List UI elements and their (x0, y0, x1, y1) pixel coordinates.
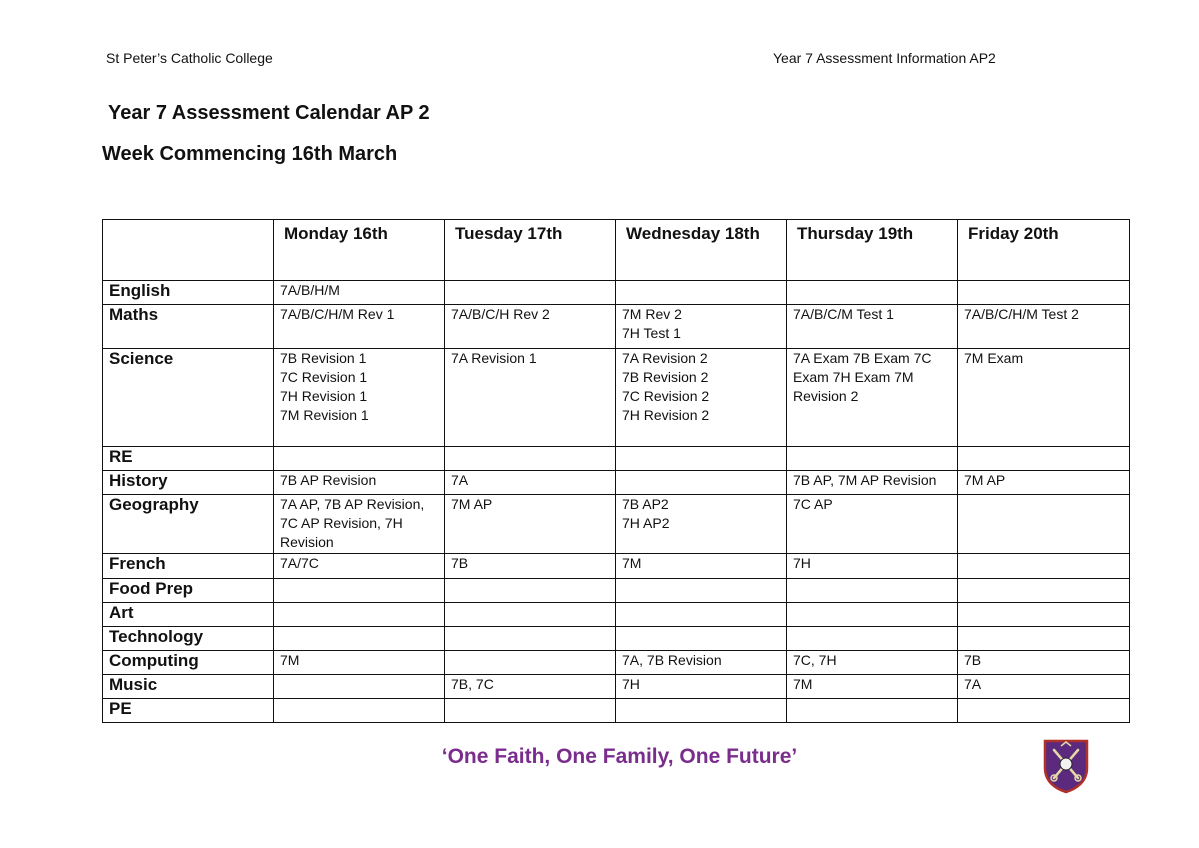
calendar-cell (274, 699, 445, 723)
assessment-calendar-table (102, 219, 1130, 723)
calendar-cell: 7M Rev 2 7H Test 1 (616, 305, 787, 349)
calendar-cell: 7A/B/C/H/M Rev 1 (274, 305, 445, 349)
subject-label: PE (103, 699, 274, 723)
calendar-cell: 7B Revision 1 7C Revision 1 7H Revision 1 7M Revision 1 (274, 349, 445, 447)
table-row (103, 603, 1130, 627)
day-header: Friday 20th (958, 220, 1130, 281)
calendar-cell (616, 447, 787, 471)
calendar-cell (274, 627, 445, 651)
calendar-cell: 7M (616, 554, 787, 579)
calendar-cell (787, 579, 958, 603)
calendar-cell: 7B AP, 7M AP Revision (787, 471, 958, 495)
calendar-cell: 7M (787, 675, 958, 699)
subject-label: Computing (103, 651, 274, 675)
school-crest-icon (1042, 738, 1090, 794)
calendar-cell (958, 699, 1130, 723)
calendar-cell (616, 281, 787, 305)
subject-label: Art (103, 603, 274, 627)
table-row (103, 447, 1130, 471)
page-title: Year 7 Assessment Calendar AP 2 (108, 102, 430, 124)
school-motto: ‘One Faith, One Family, One Future’ (441, 745, 798, 768)
table-row (103, 627, 1130, 651)
calendar-cell: 7B AP2 7H AP2 (616, 495, 787, 554)
calendar-cell (958, 603, 1130, 627)
calendar-cell: 7H (787, 554, 958, 579)
calendar-cell: 7A AP, 7B AP Revision, 7C AP Revision, 7H Revision (274, 495, 445, 554)
calendar-cell (616, 627, 787, 651)
subject-label: English (103, 281, 274, 305)
calendar-cell (445, 603, 616, 627)
calendar-cell: 7A/7C (274, 554, 445, 579)
calendar-cell (616, 699, 787, 723)
calendar-cell: 7A/B/C/H Rev 2 (445, 305, 616, 349)
calendar-cell (787, 627, 958, 651)
subject-label: Geography (103, 495, 274, 554)
calendar-cell: 7A (445, 471, 616, 495)
calendar-cell: 7C, 7H (787, 651, 958, 675)
document-header-title: Year 7 Assessment Information AP2 (773, 50, 996, 66)
calendar-cell (445, 627, 616, 651)
subject-label: French (103, 554, 274, 579)
table-row (103, 281, 1130, 305)
table-row (103, 651, 1130, 675)
subject-label: Technology (103, 627, 274, 651)
calendar-cell (787, 447, 958, 471)
calendar-cell (274, 603, 445, 627)
calendar-cell: 7A (958, 675, 1130, 699)
calendar-cell (958, 447, 1130, 471)
calendar-cell: 7M (274, 651, 445, 675)
calendar-cell: 7M AP (445, 495, 616, 554)
calendar-cell (958, 554, 1130, 579)
calendar-cell: 7C AP (787, 495, 958, 554)
calendar-cell: 7A Revision 2 7B Revision 2 7C Revision 2 7H Revision 2 (616, 349, 787, 447)
calendar-cell: 7M Exam (958, 349, 1130, 447)
calendar-cell (958, 495, 1130, 554)
subject-label: Food Prep (103, 579, 274, 603)
school-name: St Peter’s Catholic College (106, 50, 273, 66)
subject-label: Music (103, 675, 274, 699)
calendar-cell: 7A/B/C/M Test 1 (787, 305, 958, 349)
week-subtitle: Week Commencing 16th March (102, 143, 398, 165)
calendar-cell (445, 651, 616, 675)
calendar-cell: 7M AP (958, 471, 1130, 495)
table-row (103, 349, 1130, 447)
calendar-cell (616, 579, 787, 603)
calendar-cell (787, 281, 958, 305)
calendar-cell (445, 447, 616, 471)
calendar-cell (958, 579, 1130, 603)
day-header: Wednesday 18th (616, 220, 787, 281)
calendar-cell (787, 603, 958, 627)
calendar-cell (274, 675, 445, 699)
calendar-cell (616, 471, 787, 495)
subject-label: History (103, 471, 274, 495)
calendar-cell: 7B (445, 554, 616, 579)
calendar-cell (445, 579, 616, 603)
calendar-cell: 7A Exam 7B Exam 7C Exam 7H Exam 7M Revision 2 (787, 349, 958, 447)
calendar-cell: 7A/B/C/H/M Test 2 (958, 305, 1130, 349)
calendar-cell (445, 281, 616, 305)
day-header: Monday 16th (274, 220, 445, 281)
table-row (103, 495, 1130, 554)
calendar-cell (616, 603, 787, 627)
calendar-cell: 7B AP Revision (274, 471, 445, 495)
calendar-cell (445, 699, 616, 723)
calendar-cell: 7A Revision 1 (445, 349, 616, 447)
table-row (103, 554, 1130, 579)
calendar-cell: 7H (616, 675, 787, 699)
table-row (103, 675, 1130, 699)
table-header-row (103, 220, 1130, 281)
calendar-cell: 7A/B/H/M (274, 281, 445, 305)
table-row (103, 305, 1130, 349)
calendar-cell (274, 579, 445, 603)
subject-label: Science (103, 349, 274, 447)
day-header: Tuesday 17th (445, 220, 616, 281)
calendar-cell: 7B, 7C (445, 675, 616, 699)
calendar-cell (274, 447, 445, 471)
calendar-cell (958, 627, 1130, 651)
table-row (103, 579, 1130, 603)
calendar-cell (958, 281, 1130, 305)
corner-cell (103, 220, 274, 281)
calendar-cell: 7B (958, 651, 1130, 675)
calendar-cell: 7A, 7B Revision (616, 651, 787, 675)
day-header: Thursday 19th (787, 220, 958, 281)
subject-label: Maths (103, 305, 274, 349)
subject-label: RE (103, 447, 274, 471)
table-row (103, 699, 1130, 723)
calendar-cell (787, 699, 958, 723)
table-row (103, 471, 1130, 495)
